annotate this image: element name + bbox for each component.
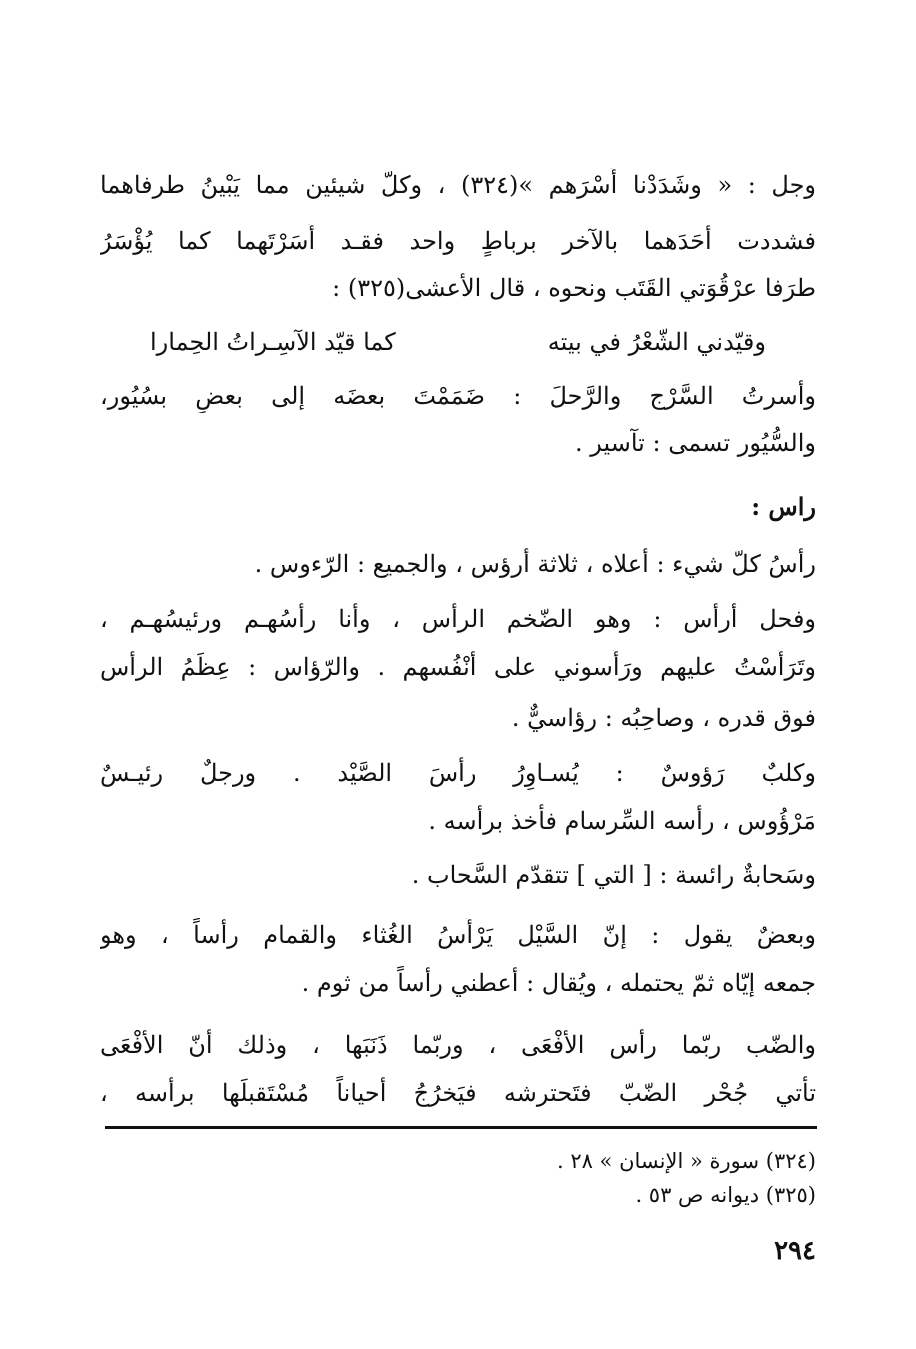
text-line-4: وأسرتُ السَّرْج والرَّحلَ : ضَمَمْتَ بعضَه إلى بعضٍ بسُيُور،	[100, 382, 816, 410]
paragraph-line-2: وفحل أرأس : وهو الضّخم الرأس ، وأنا رأسُهـم ورئيسُهـم ،	[100, 605, 816, 633]
text-line-5: والسُّيُور تسمى : تآسير .	[575, 429, 816, 457]
paragraph-line-3: وتَرَأَسْتُ عليهم ورَأَسوني على أنْفُسهم . والرّؤاس : عِظَمُ الرأس	[100, 653, 816, 681]
paragraph-line-10: والضّب ربّما رأس الأفْعَى ، وربّما ذَنَبَها ، وذلك أنّ الأفْعَى	[100, 1031, 816, 1059]
footnote-324: (٣٢٤) سورة « الإنسان » ٢٨ .	[556, 1149, 816, 1173]
text-line-2: فشددت أحَدَهما بالآخر برباطٍ واحد فقـد أَسَرْتَهما كما يُؤْسَرُ	[100, 227, 816, 255]
verse-first-hemistich: وقيّدني الشّعْرُ في بيته	[547, 328, 766, 356]
paragraph-line-8: وبعضٌ يقول : إنّ السَّيْل يَرْأَسُ الغُثاء والقمام رأساً ، وهو	[100, 921, 816, 949]
entry-heading: راس :	[751, 492, 816, 521]
footnote-325: (٣٢٥) ديوانه ص ٥٣ .	[635, 1183, 816, 1207]
page-number: ٢٩٤	[774, 1236, 816, 1266]
verse-second-hemistich: كما قيّد الآسِـراتُ الحِمارا	[150, 328, 396, 356]
paragraph-line-9: جمعه إيّاه ثمّ يحتمله ، ويُقال : أعطني رأساً من ثوم .	[301, 969, 816, 997]
footnote-divider	[105, 1126, 817, 1129]
paragraph-line-6: مَرْؤُوس ، رأسه السِّرسام فأخذ برأسه .	[428, 807, 816, 835]
text-line-1: وجل : « وشَدَدْنا أَسْرَهم »(٣٢٤) ، وكلّ شيئين مما يَبْينُ طرفاهما	[100, 171, 816, 199]
poetry-verse	[150, 325, 766, 359]
paragraph-line-5: وكلبٌ رَؤوسٌ : يُسـاوِرُ رأسَ الصَّيْد . ورجلٌ رئيـسٌ	[100, 759, 816, 787]
text-line-3: طرَفا عرْقُوَتي القَتَب ونحوه ، قال الأعشى(٣٢٥) :	[332, 274, 816, 302]
paragraph-line-11: تأتي جُحْر الضّبّ فتَحترشه فيَخرُجُ أحياناً مُسْتَقبلَها برأسه ،	[100, 1079, 816, 1107]
paragraph-line-4: فوق قدره ، وصاحِبُه : رؤاسيٌّ .	[511, 704, 816, 732]
paragraph-line-1: رأسُ كلّ شيء : أعلاه ، ثلاثة أرؤس ، والجميع : الرّءوس .	[254, 550, 816, 578]
paragraph-line-7: وسَحابةٌ رائسة : [ التي ] تتقدّم السَّحاب .	[411, 861, 816, 889]
